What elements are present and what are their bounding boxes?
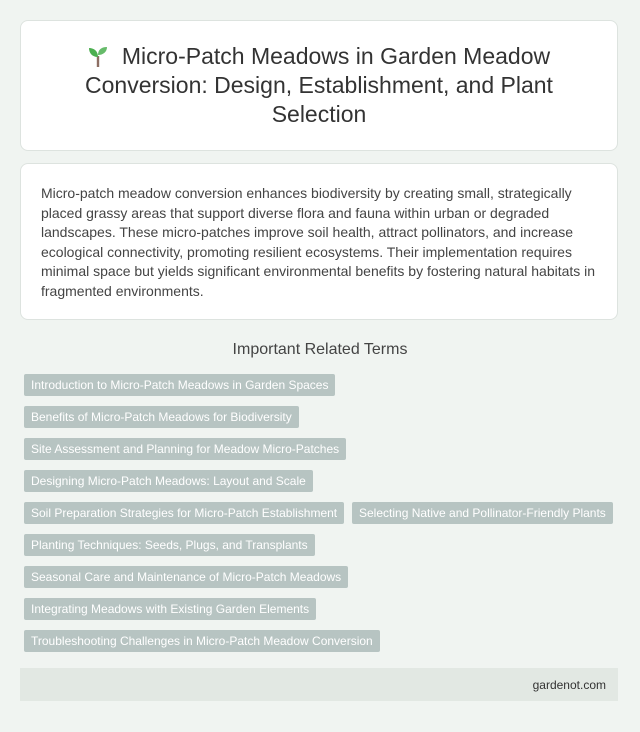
term-tag[interactable]: Introduction to Micro-Patch Meadows in Garden Spaces [24, 374, 335, 396]
footer [20, 668, 618, 701]
term-tag[interactable]: Seasonal Care and Maintenance of Micro-Patch Meadows [24, 566, 348, 588]
term-tag[interactable]: Selecting Native and Pollinator-Friendly Plants [352, 502, 613, 524]
term-tag[interactable]: Integrating Meadows with Existing Garden Elements [24, 598, 316, 620]
related-terms-heading: Important Related Terms [232, 341, 408, 358]
sprout-icon [88, 45, 108, 67]
intro-card [20, 163, 618, 320]
title-card [20, 20, 618, 151]
term-tag[interactable]: Site Assessment and Planning for Meadow Micro-Patches [24, 438, 346, 460]
footer-site-name: gardenot.com [532, 677, 606, 692]
term-tag[interactable]: Benefits of Micro-Patch Meadows for Biodiversity [24, 406, 299, 428]
term-tag[interactable]: Troubleshooting Challenges in Micro-Patch Meadow Conversion [24, 630, 380, 652]
term-tag[interactable]: Designing Micro-Patch Meadows: Layout and Scale [24, 470, 313, 492]
page-title [61, 42, 577, 129]
intro-paragraph: Micro-patch meadow conversion enhances biodiversity by creating small, strategically placed grassy areas that support diverse flora and fauna within urban or degraded landscapes. These micro-patches improve soil health, attract pollinators, and increase ecological connectivity, promoting resilient ecosystems. Their implementation requires minimal space but yields significant environmental benefits by fostering natural habitats in fragmented environments. [41, 185, 596, 299]
page-title-text: Micro-Patch Meadows in Garden Meadow Conversion: Design, Establishment, and Plant Selection [85, 43, 553, 127]
term-tag[interactable]: Planting Techniques: Seeds, Plugs, and Transplants [24, 534, 315, 556]
term-tag[interactable]: Soil Preparation Strategies for Micro-Patch Establishment [24, 502, 344, 524]
